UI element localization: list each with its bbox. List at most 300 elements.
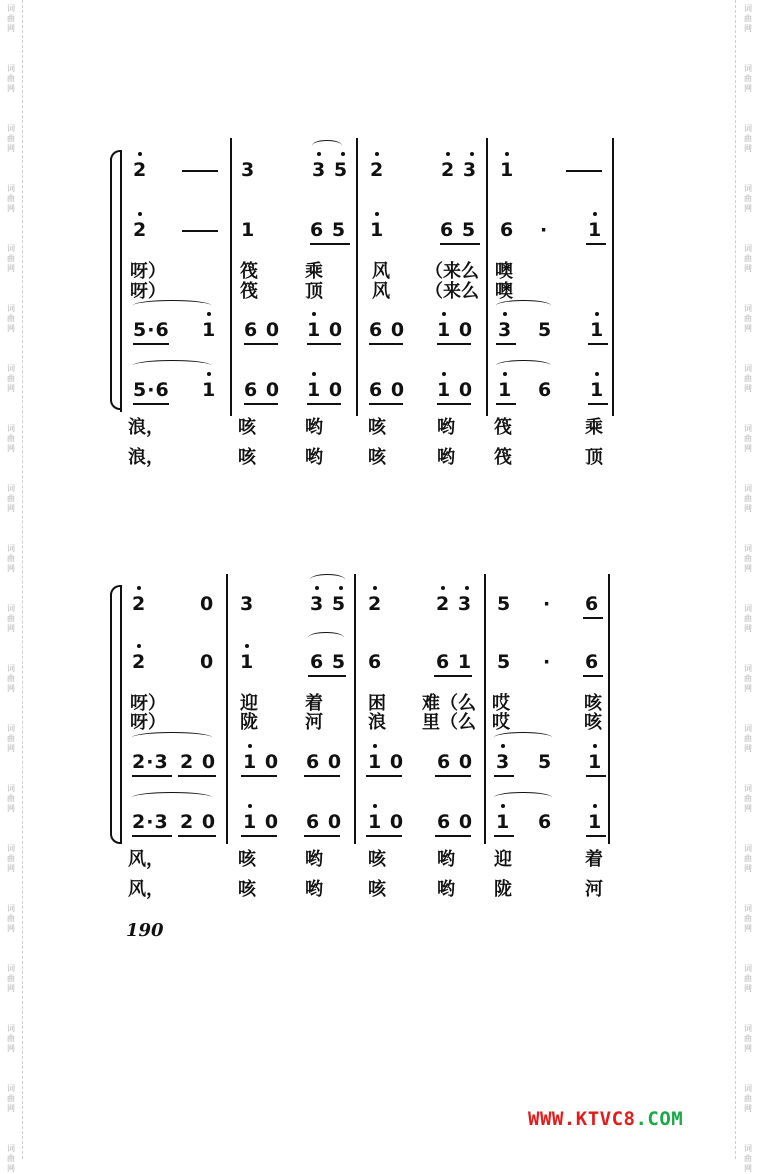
watermark-glyph: 网 [744,144,752,153]
beam-underline [494,835,514,837]
watermark-glyph-group [5,724,17,754]
note: 1 [500,159,515,181]
watermark-glyph-group [742,844,754,874]
octave-dot [593,804,597,808]
watermark-glyph: 网 [7,924,15,933]
watermark-glyph: 网 [7,144,15,153]
lyric-syllable: 浪 [368,712,386,733]
lyric-syllable: 困 [368,693,386,714]
watermark-glyph: 网 [7,264,15,273]
note: 3 5 [312,159,349,181]
note: 1 0 [437,319,474,341]
lyric-syllable: 噢 [495,261,513,282]
watermark-glyph: 词 [7,4,15,13]
note: 1 [590,379,605,401]
note: 6 [585,651,600,673]
watermark-glyph: 曲 [744,74,752,83]
note: 6 [538,811,553,833]
note: 6 [500,219,515,241]
lyric-syllable: 陇 [240,712,258,733]
octave-dot [138,212,142,216]
watermark-glyph-group [5,4,17,34]
watermark-glyph-group [5,844,17,874]
watermark-glyph: 曲 [744,434,752,443]
lyric-syllable: 着 [585,849,603,870]
note: 1 [370,219,385,241]
beam-underline [583,617,603,619]
watermark-glyph: 词 [744,1144,752,1153]
watermark-glyph: 网 [744,84,752,93]
lyric-syllable: 浪， [128,447,164,468]
watermark-glyph: 词 [744,364,752,373]
lyric-syllable: 筏 [494,447,512,468]
watermark-glyph: 词 [744,64,752,73]
octave-dot [248,744,252,748]
note: 2 [132,593,147,615]
beam-underline [366,835,402,837]
watermark-glyph: 曲 [744,854,752,863]
watermark-glyph: 词 [7,904,15,913]
note: 6 0 [306,811,343,833]
watermark-glyph: 词 [7,1024,15,1033]
watermark-glyph: 曲 [7,434,15,443]
beam-underline [586,775,606,777]
octave-dot [501,744,505,748]
note: 6 0 [437,751,474,773]
lyric-syllable: 哟 [305,849,323,870]
note: 1 [202,319,217,341]
watermark-glyph-group [742,904,754,934]
watermark-glyph: 曲 [744,254,752,263]
barline [354,574,356,844]
note: 1 [498,379,513,401]
octave-dot [441,586,445,590]
watermark-glyph: 词 [744,724,752,733]
octave-dot [375,152,379,156]
system-left-barline [120,150,122,412]
note: 6 [538,379,553,401]
lyric-syllable: 顶 [305,281,323,302]
lyric-syllable: 呀） [130,693,166,714]
watermark-glyph: 曲 [7,914,15,923]
octave-dot [595,312,599,316]
barline [608,574,610,844]
barline [484,574,486,844]
beam-underline [588,403,608,405]
slur-arc [132,792,212,803]
watermark-glyph: 词 [744,904,752,913]
lyric-syllable: 迎 [494,849,512,870]
lyric-syllable: 咳 [238,849,256,870]
note: 2 [133,159,148,181]
lyric-syllable: 咳 [368,417,386,438]
watermark-glyph: 曲 [744,734,752,743]
note: 1 0 [307,319,344,341]
system-bracket-line [110,158,112,401]
watermark-glyph: 词 [744,964,752,973]
beam-underline [586,243,606,245]
note: 1 [202,379,217,401]
watermark-glyph-group [5,424,17,454]
note: 5 [497,593,512,615]
watermark-glyph: 曲 [7,74,15,83]
site-brand: KTVC8 [575,1108,636,1130]
note: · [540,219,549,241]
note: 6 0 [306,751,343,773]
note: 1 [590,319,605,341]
lyric-syllable: 哟 [305,447,323,468]
note: 6 1 [436,651,473,673]
watermark-glyph: 曲 [7,314,15,323]
note: 5 [497,651,512,673]
watermark-glyph: 曲 [744,374,752,383]
beam-underline [437,343,471,345]
watermark-glyph-group [5,244,17,274]
watermark-glyph: 词 [7,484,15,493]
lyric-syllable: 乘 [585,417,603,438]
watermark-glyph: 曲 [744,314,752,323]
octave-dot [593,212,597,216]
watermark-glyph: 曲 [744,614,752,623]
watermark-glyph-group [742,544,754,574]
beam-underline [244,403,278,405]
watermark-glyph: 词 [744,1024,752,1033]
watermark-glyph-group [742,184,754,214]
octave-dot [373,586,377,590]
watermark-glyph: 词 [7,364,15,373]
watermark-glyph: 网 [744,1164,752,1173]
watermark-glyph: 网 [7,804,15,813]
octave-dot [137,644,141,648]
lyric-syllable: 咳 [368,849,386,870]
note: 1 [241,219,256,241]
octave-dot [245,644,249,648]
watermark-glyph-group [5,1084,17,1114]
note: · [543,651,552,673]
watermark-glyph: 曲 [7,194,15,203]
lyric-syllable: 咳 [368,879,386,900]
watermark-glyph: 词 [7,304,15,313]
note: 6 0 [244,319,281,341]
note: 2 [368,593,383,615]
watermark-glyph-group [742,1084,754,1114]
beam-underline [435,835,471,837]
watermark-glyph: 曲 [744,674,752,683]
watermark-glyph: 曲 [744,554,752,563]
beam-underline [437,403,471,405]
watermark-glyph: 曲 [744,794,752,803]
watermark-glyph: 曲 [744,1034,752,1043]
barline [356,138,358,416]
watermark-glyph: 网 [744,804,752,813]
watermark-glyph: 网 [744,1104,752,1113]
note: 3 5 [310,593,347,615]
watermark-glyph: 词 [7,1084,15,1093]
slur-arc [494,792,552,803]
watermark-glyph: 网 [744,324,752,333]
beam-underline [434,675,472,677]
watermark-glyph: 曲 [7,854,15,863]
watermark-glyph: 网 [7,504,15,513]
watermark-glyph: 网 [7,564,15,573]
watermark-glyph-group [5,364,17,394]
watermark-glyph-group [742,364,754,394]
lyric-syllable: 哎 [492,712,510,733]
watermark-glyph: 网 [7,744,15,753]
watermark-glyph: 曲 [744,14,752,23]
lyric-syllable: 风 [372,281,390,302]
watermark-glyph: 网 [744,204,752,213]
watermark-glyph: 曲 [7,974,15,983]
beam-underline [583,675,603,677]
lyric-syllable: 哟 [305,879,323,900]
lyric-syllable: 筏 [240,261,258,282]
slur-arc [496,300,551,311]
watermark-glyph-group [5,184,17,214]
watermark-glyph-group [742,4,754,34]
octave-dot [470,152,474,156]
watermark-glyph: 曲 [7,374,15,383]
watermark-glyph: 曲 [7,614,15,623]
watermark-glyph: 网 [744,924,752,933]
note: 6 0 [244,379,281,401]
octave-dot [465,586,469,590]
watermark-glyph: 词 [7,604,15,613]
watermark-glyph: 曲 [7,14,15,23]
watermark-glyph-group [742,424,754,454]
watermark-glyph: 词 [744,304,752,313]
watermark-glyph: 网 [744,564,752,573]
lyric-syllable: 风 [372,261,390,282]
watermark-glyph-group [742,1024,754,1054]
watermark-glyph: 曲 [7,1094,15,1103]
octave-dot [315,586,319,590]
watermark-glyph: 网 [744,1044,752,1053]
watermark-glyph: 词 [744,484,752,493]
watermark-glyph: 词 [7,244,15,253]
slur-arc [496,360,551,371]
lyric-syllable: 咳 [238,879,256,900]
watermark-glyph-group [5,124,17,154]
beam-underline [588,343,608,345]
note: 6 5 [440,219,477,241]
slur-arc [308,632,344,643]
watermark-glyph: 网 [7,324,15,333]
site-suffix: .COM [635,1108,684,1130]
note: 1 0 [437,379,474,401]
site-watermark [528,1108,683,1130]
beam-underline [369,403,403,405]
watermark-glyph: 词 [7,844,15,853]
note: 3 [241,159,256,181]
watermark-glyph: 网 [744,444,752,453]
watermark-glyph: 词 [7,664,15,673]
watermark-glyph: 曲 [7,254,15,263]
lyric-syllable: （来么 [425,261,479,282]
lyric-syllable: 咳 [368,447,386,468]
lyric-syllable: 陇 [494,879,512,900]
watermark-glyph: 网 [744,684,752,693]
note: 2 0 [180,751,217,773]
octave-dot [339,586,343,590]
lyric-syllable: （来么 [425,281,479,302]
watermark-glyph: 曲 [7,734,15,743]
beam-underline [178,835,216,837]
lyric-syllable: 风， [128,879,164,900]
lyric-syllable: 难（么 [422,693,476,714]
watermark-glyph: 词 [7,544,15,553]
watermark-glyph: 词 [7,424,15,433]
watermark-glyph-group [5,904,17,934]
octave-dot [375,212,379,216]
slur-arc [132,732,212,743]
watermark-glyph: 网 [7,444,15,453]
slur-arc [494,732,552,743]
watermark-glyph: 词 [7,64,15,73]
watermark-glyph: 曲 [7,494,15,503]
lyric-syllable: 咳 [584,712,602,733]
watermark-glyph: 曲 [7,674,15,683]
watermark-glyph: 词 [7,184,15,193]
lyric-syllable: 哟 [437,417,455,438]
beam-underline [132,835,172,837]
watermark-glyph-group [5,784,17,814]
watermark-glyph: 网 [744,744,752,753]
beam-underline [244,343,278,345]
note: 6 0 [437,811,474,833]
right-watermark-strip [735,0,760,1173]
slur-arc [133,360,211,371]
beam-underline [586,835,606,837]
lyric-syllable: 哟 [437,879,455,900]
note: 1 [240,651,255,673]
watermark-glyph: 网 [7,984,15,993]
watermark-glyph: 网 [744,624,752,633]
watermark-glyph-group [5,1024,17,1054]
watermark-glyph-group [742,1144,754,1174]
note: 1 0 [307,379,344,401]
watermark-glyph-group [742,304,754,334]
watermark-glyph: 曲 [744,194,752,203]
note: 2 [370,159,385,181]
watermark-glyph-group [742,604,754,634]
note: 6 5 [310,219,347,241]
octave-dot [505,152,509,156]
note: 2·3 [132,751,169,773]
lyric-syllable: 咳 [238,417,256,438]
note: 5 [538,751,553,773]
lyric-syllable: 着 [305,693,323,714]
note: 1 [588,219,603,241]
octave-dot [442,372,446,376]
octave-dot [138,152,142,156]
slur-arc [310,574,345,585]
watermark-glyph: 曲 [7,1154,15,1163]
left-watermark-strip [0,0,23,1173]
note: · [543,593,552,615]
watermark-glyph: 词 [744,4,752,13]
beam-underline [369,343,403,345]
octave-dot [137,586,141,590]
watermark-glyph: 网 [744,864,752,873]
slur-arc [133,300,211,311]
octave-dot [248,804,252,808]
watermark-glyph: 曲 [744,914,752,923]
beam-underline [307,343,341,345]
watermark-glyph-group [742,244,754,274]
watermark-glyph: 词 [744,844,752,853]
extension-dash [182,170,218,172]
watermark-glyph: 网 [744,504,752,513]
beam-underline [496,343,516,345]
octave-dot [207,372,211,376]
lyric-syllable: 呀） [130,281,166,302]
octave-dot [312,312,316,316]
barline [486,138,488,416]
watermark-glyph: 词 [744,424,752,433]
lyric-syllable: 呀） [130,712,166,733]
note: 6 0 [369,379,406,401]
beam-underline [366,775,402,777]
lyric-syllable: 乘 [305,261,323,282]
beam-underline [435,775,471,777]
watermark-glyph: 词 [744,664,752,673]
note: 6 0 [369,319,406,341]
beam-underline [307,403,341,405]
watermark-glyph-group [5,1144,17,1174]
watermark-glyph: 词 [744,544,752,553]
lyric-syllable: 河 [305,712,323,733]
watermark-glyph: 网 [7,1164,15,1173]
watermark-glyph-group [5,544,17,574]
beam-underline [133,343,169,345]
note: 0 [200,593,215,615]
octave-dot [501,804,505,808]
page-number: 190 [126,920,164,941]
watermark-glyph: 曲 [7,1034,15,1043]
octave-dot [593,744,597,748]
octave-dot [317,152,321,156]
watermark-glyph: 词 [744,124,752,133]
lyric-syllable: 浪， [128,417,164,438]
beam-underline [304,775,340,777]
watermark-glyph: 网 [7,384,15,393]
beam-underline [494,775,514,777]
watermark-glyph: 网 [744,24,752,33]
watermark-glyph: 网 [744,984,752,993]
barline [226,574,228,844]
beam-underline [308,675,346,677]
watermark-glyph-group [742,784,754,814]
lyric-syllable: 哟 [305,417,323,438]
note: 1 [588,811,603,833]
system-left-barline [120,585,122,843]
lyric-syllable: 哎 [492,693,510,714]
watermark-glyph: 词 [744,244,752,253]
extension-dash [566,170,602,172]
note: 0 [200,651,215,673]
beam-underline [310,243,350,245]
watermark-glyph-group [5,664,17,694]
note: 3 [496,751,511,773]
lyric-syllable: 咳 [238,447,256,468]
octave-dot [503,372,507,376]
watermark-glyph: 词 [744,604,752,613]
watermark-glyph-group [5,964,17,994]
watermark-glyph-group [742,484,754,514]
lyric-syllable: 筏 [494,417,512,438]
note: 2 [132,651,147,673]
